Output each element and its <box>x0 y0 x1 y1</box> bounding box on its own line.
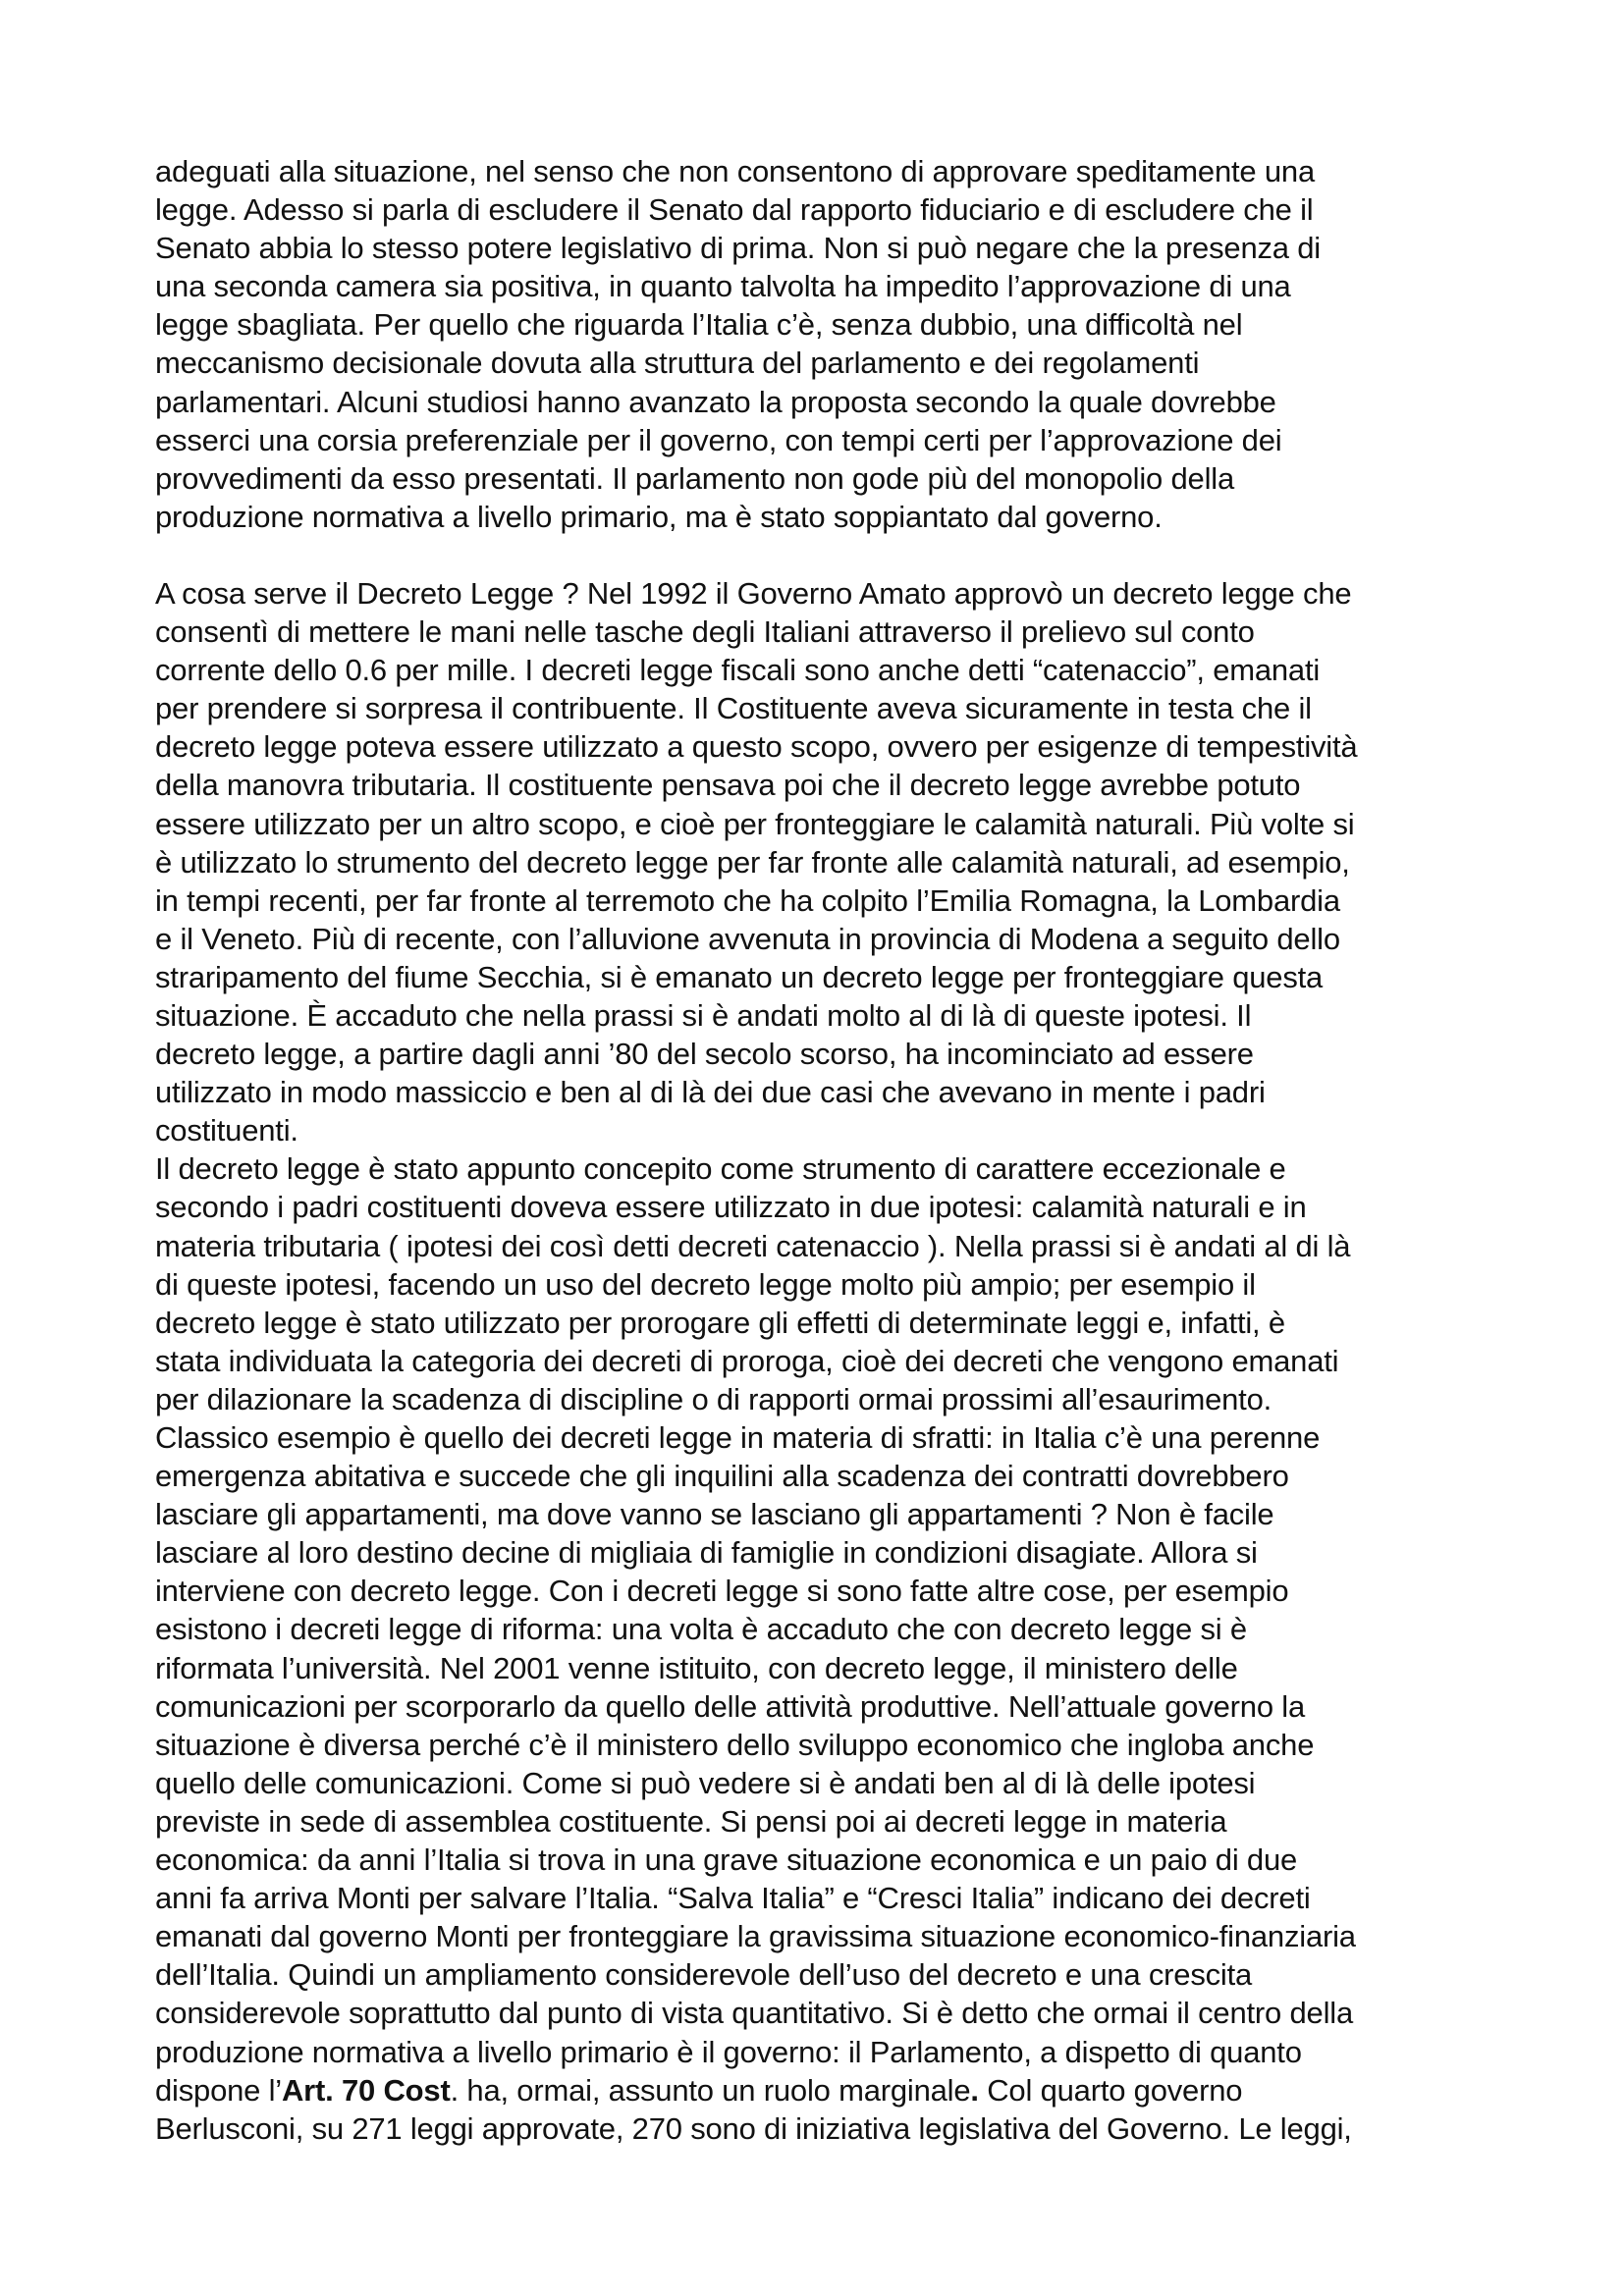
text-line: riformata l’università. Nel 2001 venne istituito, con decreto legge, il ministero delle <box>155 1650 1238 1685</box>
text-line: interviene con decreto legge. Con i decreti legge si sono fatte altre cose, per esempio <box>155 1574 1289 1609</box>
text-line: Classico esempio è quello dei decreti legge in materia di sfratti: in Italia c’è una perenne <box>155 1420 1321 1455</box>
document-page <box>155 152 1500 2148</box>
text-line: esserci una corsia preferenziale per il governo, con tempi certi per l’approvazione dei <box>155 422 1282 457</box>
text-line: della manovra tributaria. Il costituente pensava poi che il decreto legge avrebbe potuto <box>155 768 1301 803</box>
text-run: . ha, ormai, assunto un ruolo marginale <box>450 2072 971 2108</box>
text-line: A cosa serve il Decreto Legge ? Nel 1992 il Governo Amato approvò un decreto legge che <box>155 575 1352 611</box>
text-line: previste in sede di assemblea costituente. Si pensi poi ai decreti legge in materia <box>155 1803 1227 1839</box>
text-line: secondo i padri costituenti doveva essere utilizzato in due ipotesi: calamità naturali e in <box>155 1190 1307 1225</box>
paragraph-spacer <box>155 536 1500 574</box>
text-run: Col quarto governo <box>978 2072 1243 2108</box>
text-line: economica: da anni l’Italia si trova in una grave situazione economica e un paio di due <box>155 1842 1298 1878</box>
text-line: lasciare al loro destino decine di migliaia di famiglie in condizioni disagiate. Allora si <box>155 1535 1258 1571</box>
bold-article-reference: Art. 70 Cost <box>281 2072 451 2108</box>
text-line: dell’Italia. Quindi un ampliamento considerevole dell’uso del decreto e una crescita <box>155 1957 1253 1993</box>
text-line: corrente dello 0.6 per mille. I decreti legge fiscali sono anche detti “catenaccio”, emanati <box>155 653 1321 688</box>
text-line: quello delle comunicazioni. Come si può vedere si è andati ben al di là delle ipotesi <box>155 1765 1256 1800</box>
text-line-art-70 <box>155 2071 1500 2109</box>
paragraph-decreto-legge <box>155 574 1500 1149</box>
paragraph-senate <box>155 152 1500 536</box>
text-line: consentì di mettere le mani nelle tasche degli Italiani attraverso il prelievo sul conto <box>155 614 1255 650</box>
text-line: meccanismo decisionale dovuta alla struttura del parlamento e dei regolamenti <box>155 346 1200 381</box>
text-line: per prendere si sorpresa il contribuente. Il Costituente aveva sicuramente in testa che il <box>155 691 1312 726</box>
paragraph-eccezionale <box>155 1149 1500 2147</box>
text-line: produzione normativa a livello primario è il governo: il Parlamento, a dispetto di quanto <box>155 2034 1302 2069</box>
text-line: considerevole soprattutto dal punto di vista quantitativo. Si è detto che ormai il centro della <box>155 1996 1354 2031</box>
text-line: provvedimenti da esso presentati. Il parlamento non gode più del monopolio della <box>155 460 1234 496</box>
text-run: dispone l’ <box>155 2072 282 2108</box>
text-line: materia tributaria ( ipotesi dei così detti decreti catenaccio ). Nella prassi si è andati al di là <box>155 1228 1351 1263</box>
text-line: legge. Adesso si parla di escludere il Senato dal rapporto fiduciario e di escludere che il <box>155 192 1314 228</box>
text-line: parlamentari. Alcuni studiosi hanno avanzato la proposta secondo la quale dovrebbe <box>155 384 1276 419</box>
text-line: esistono i decreti legge di riforma: una volta è accaduto che con decreto legge si è <box>155 1612 1247 1647</box>
text-line: di queste ipotesi, facendo un uso del decreto legge molto più ampio; per esempio il <box>155 1266 1256 1302</box>
text-line: anni fa arriva Monti per salvare l’Italia. “Salva Italia” e “Cresci Italia” indicano dei decreti <box>155 1881 1311 1916</box>
text-line: lasciare gli appartamenti, ma dove vanno se lasciano gli appartamenti ? Non è facile <box>155 1497 1274 1532</box>
text-line: una seconda camera sia positiva, in quanto talvolta ha impedito l’approvazione di una <box>155 269 1291 304</box>
text-line: legge sbagliata. Per quello che riguarda l’Italia c’è, senza dubbio, una difficoltà nel <box>155 307 1243 343</box>
text-line: adeguati alla situazione, nel senso che non consentono di approvare speditamente una <box>155 154 1315 188</box>
text-line: emanati dal governo Monti per fronteggiare la gravissima situazione economico-finanziaria <box>155 1919 1356 1954</box>
text-line: decreto legge è stato utilizzato per prorogare gli effetti di determinate leggi e, infatti, è <box>155 1305 1285 1340</box>
bold-period: . <box>970 2072 979 2108</box>
text-line: costituenti. <box>155 1113 298 1148</box>
text-line: stata individuata la categoria dei decreti di proroga, cioè dei decreti che vengono emanati <box>155 1343 1339 1378</box>
text-line: utilizzato in modo massiccio e ben al di là dei due casi che avevano in mente i padri <box>155 1075 1266 1110</box>
text-line: essere utilizzato per un altro scopo, e cioè per fronteggiare le calamità naturali. Più volte si <box>155 806 1355 841</box>
text-line: emergenza abitativa e succede che gli inquilini alla scadenza dei contratti dovrebbero <box>155 1459 1289 1494</box>
text-line: e il Veneto. Più di recente, con l’alluvione avvenuta in provincia di Modena a seguito dello <box>155 921 1340 956</box>
text-line: per dilazionare la scadenza di discipline o di rapporti ormai prossimi all’esaurimento. <box>155 1381 1272 1416</box>
text-line: Berlusconi, su 271 leggi approvate, 270 sono di iniziativa legislativa del Governo. Le leggi, <box>155 2110 1352 2146</box>
text-line: comunicazioni per scorporarlo da quello delle attività produttive. Nell’attuale governo la <box>155 1688 1306 1724</box>
text-line: decreto legge, a partire dagli anni ’80 del secolo scorso, ha incominciato ad essere <box>155 1037 1254 1072</box>
text-line: è utilizzato lo strumento del decreto legge per far fronte alle calamità naturali, ad esempio, <box>155 844 1350 880</box>
text-line: situazione. È accaduto che nella prassi si è andati molto al di là di queste ipotesi. Il <box>155 997 1252 1033</box>
text-line: produzione normativa a livello primario, ma è stato soppiantato dal governo. <box>155 499 1163 534</box>
text-line: straripamento del fiume Secchia, si è emanato un decreto legge per fronteggiare questa <box>155 959 1324 994</box>
text-line: Il decreto legge è stato appunto concepito come strumento di carattere eccezionale e <box>155 1151 1286 1187</box>
text-line: in tempi recenti, per far fronte al terremoto che ha colpito l’Emilia Romagna, la Lombardia <box>155 882 1340 918</box>
text-line: situazione è diversa perché c’è il ministero dello sviluppo economico che ingloba anche <box>155 1727 1315 1762</box>
text-line: decreto legge poteva essere utilizzato a questo scopo, ovvero per esigenze di tempestività <box>155 729 1358 765</box>
text-line: Senato abbia lo stesso potere legislativo di prima. Non si può negare che la presenza di <box>155 231 1321 266</box>
